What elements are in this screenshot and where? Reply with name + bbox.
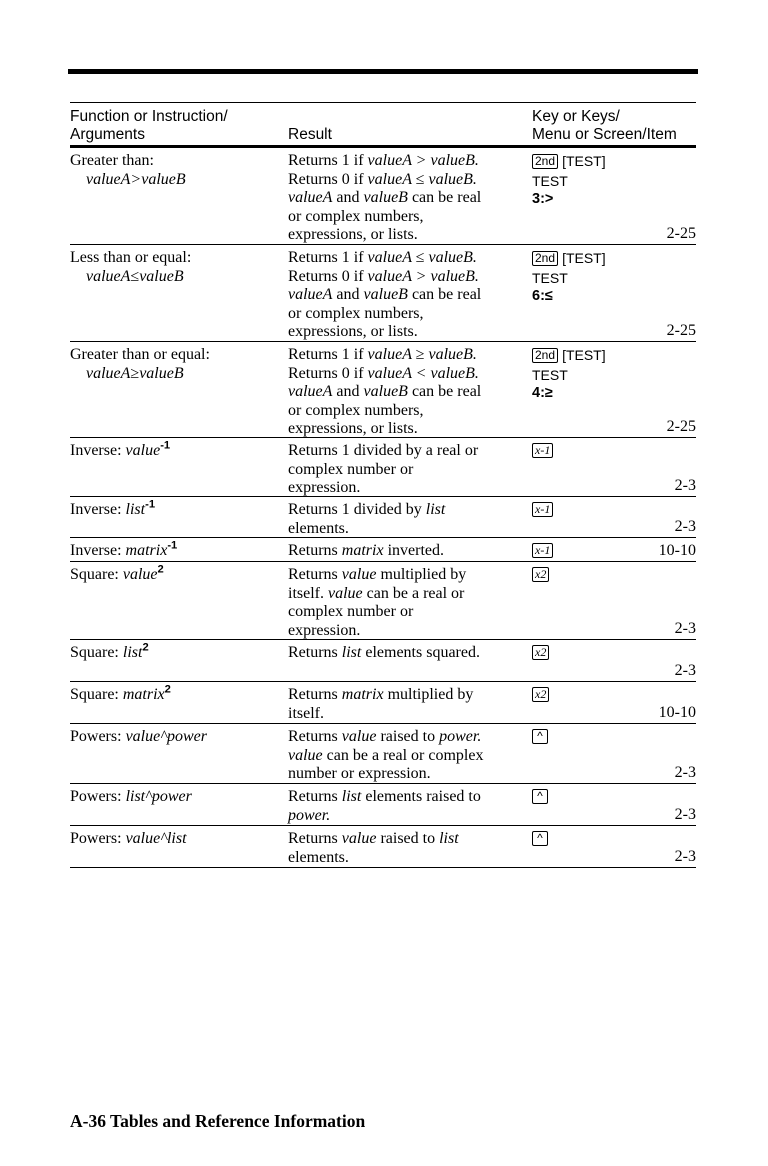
table-row [70,726,696,784]
result-cell: Returns 1 divided by a real or complex number or expression. [288,442,479,496]
function-cell: Inverse: list$^{-1}$ [70,498,156,518]
menu-name: TEST [532,366,568,383]
function-cell [70,249,285,286]
menu-name: TEST [532,172,568,189]
header-col3-line2: Menu or Screen/Item [532,126,677,143]
page-ref: 2-3 [674,763,696,781]
table-row [70,344,696,438]
function-cell [70,152,285,189]
function-cell: Square: matrix$^2$ [70,683,171,703]
key-cell [532,644,632,663]
caret-key-icon: ^ [532,831,548,846]
function-cell: Inverse: matrix$^{-1}$ [70,539,178,559]
key-cell [532,728,632,747]
result-cell: Returns matrix multiplied by itself. [288,686,474,722]
function-cell: Square: list$^2$ [70,641,149,661]
header-col2: Result [288,126,332,143]
result-cell: Returns matrix inverted. [288,542,444,559]
page-ref: 2-25 [666,321,696,339]
page-ref: 2-25 [666,417,696,435]
function-cell: Powers: value^list [70,830,187,847]
square-key-icon: x2 [532,567,549,582]
menu-item: 6:≤ [532,288,553,304]
page-ref: 10-10 [658,703,696,721]
table-row [70,642,696,682]
top-rule [68,69,698,74]
menu-item: 3:> [532,191,554,207]
table-header [70,102,696,148]
caret-key-icon: ^ [532,789,548,804]
function-cell: Powers: list^power [70,788,192,805]
table-row [70,150,696,245]
inverse-key-icon: x-1 [532,502,553,517]
page-ref: 2-25 [666,224,696,242]
page-ref: 2-3 [674,619,696,637]
function-name: Less than or equal: [70,249,192,266]
result-cell: Returns value raised to power. value can be a real or complex number or expression. [288,728,484,782]
function-args: valueA≥valueB [86,364,184,382]
key-cell: 2nd [TEST] TEST 3:> [532,152,632,209]
table-row [70,564,696,640]
menu-name: TEST [532,269,568,286]
caret-key-icon: ^ [532,729,548,744]
2nd-key-icon: 2nd [532,154,558,169]
table-row [70,828,696,868]
square-key-icon: x2 [532,645,549,660]
key-cell: 2nd [TEST] TEST 6:≤ [532,249,632,306]
page-ref: 2-3 [674,661,696,679]
key-cell [532,788,632,807]
page-ref: 2-3 [674,517,696,535]
inverse-key-icon: x-1 [532,543,553,558]
page-ref: 10-10 [658,541,696,559]
2nd-key-icon: 2nd [532,251,558,266]
function-cell: Square: value$^2$ [70,563,164,583]
function-cell [70,346,285,383]
result-cell: Returns 1 if valueA ≤ valueB. Returns 0 if valueA > valueB. valueA and valueB can be real or complex numbers, expressions, or lists. [288,249,482,340]
table-row [70,684,696,724]
key-cell [532,686,632,705]
table-row [70,786,696,826]
key-cell [532,442,632,461]
page-footer: A-36 Tables and Reference Information [70,1111,366,1131]
function-args: valueA≤valueB [86,267,184,285]
2nd-key-icon: 2nd [532,348,558,363]
result-cell: Returns 1 if valueA ≥ valueB. Returns 0 if valueA < valueB. valueA and valueB can be real or complex numbers, expressions, or lists. [288,346,482,437]
result-cell: Returns value raised to list elements. [288,830,459,866]
function-args: valueA>valueB [86,170,186,188]
header-col1-line1: Function or Instruction/ [70,108,228,125]
table-row [70,540,696,562]
inverse-key-icon: x-1 [532,443,553,458]
function-cell: Powers: value^power [70,728,207,745]
result-cell: Returns value multiplied by itself. value can be a real or complex number or expression. [288,566,467,639]
header-col3-line1: Key or Keys/ [532,108,620,125]
key-cell [532,501,632,520]
table-row [70,247,696,342]
menu-item: 4:≥ [532,385,553,401]
square-key-icon: x2 [532,687,549,702]
key-cell [532,566,632,585]
result-cell: Returns list elements squared. [288,644,480,661]
key-cell [532,542,632,561]
result-cell: Returns 1 if valueA > valueB. Returns 0 if valueA ≤ valueB. valueA and valueB can be real or complex numbers, expressions, or lists. [288,152,482,243]
result-cell: Returns list elements raised to power. [288,788,481,824]
table-row [70,499,696,538]
page-ref: 2-3 [674,476,696,494]
page-ref: 2-3 [674,805,696,823]
key-cell: 2nd [TEST] TEST 4:≥ [532,346,632,403]
function-cell: Inverse: value$^{-1}$ [70,439,171,459]
function-name: Greater than or equal: [70,346,210,363]
header-col1-line2: Arguments [70,126,145,143]
function-name: Greater than: [70,152,154,169]
table-row [70,440,696,497]
page-ref: 2-3 [674,847,696,865]
key-cell [532,830,632,849]
result-cell: Returns 1 divided by list elements. [288,501,446,537]
